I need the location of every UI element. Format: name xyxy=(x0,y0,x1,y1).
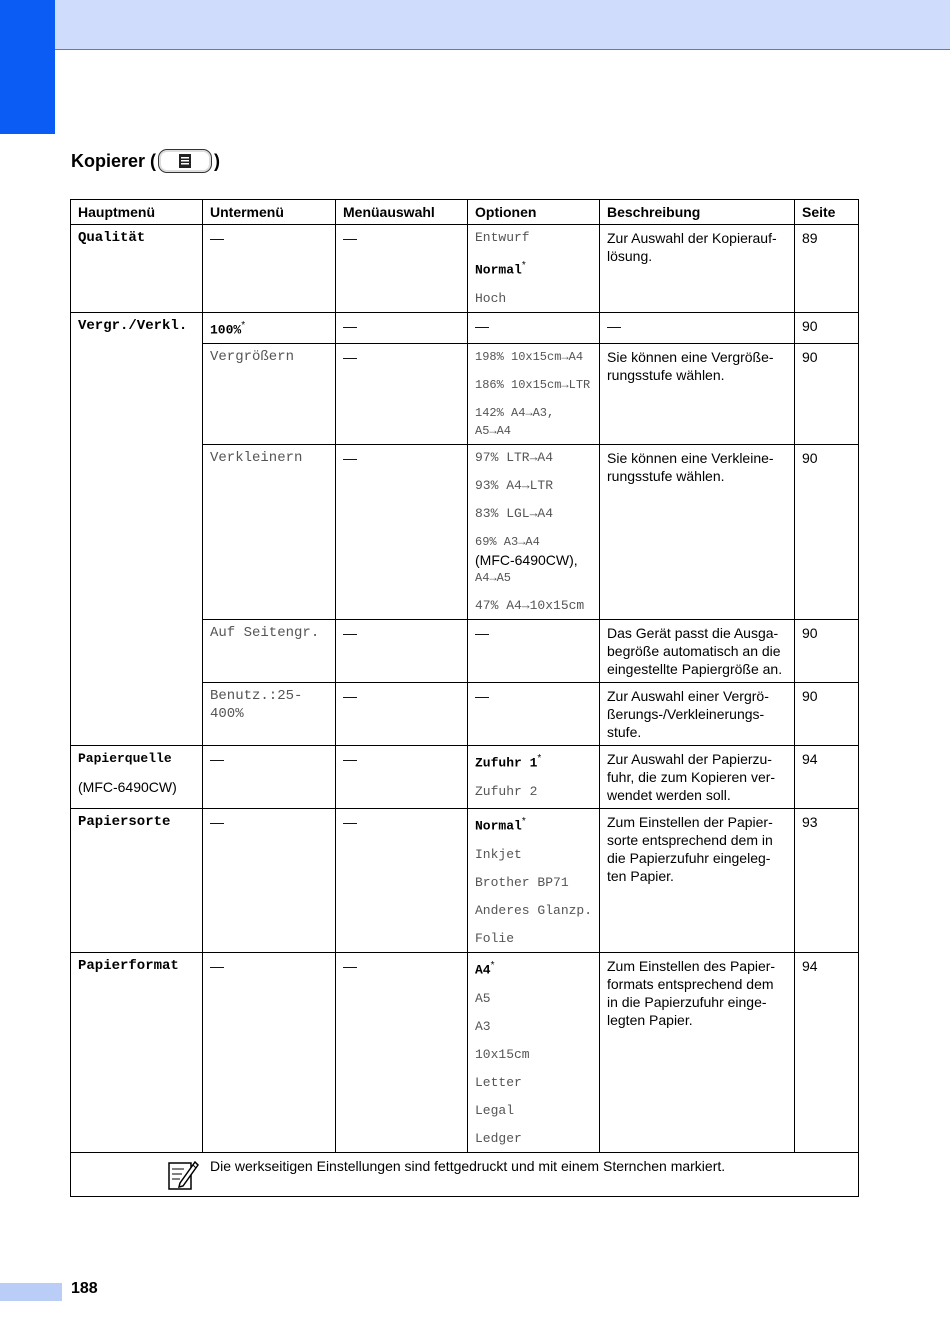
note-text: Die werkseitigen Einstellungen sind fettgedruckt und mit einem Sternchen markiert. xyxy=(210,1157,726,1174)
note-row xyxy=(71,1152,859,1196)
description-cell: Zur Auswahl einer Vergrö-ßerungs-/Verkleinerungs-stufe. xyxy=(600,683,795,746)
page-cell: 94 xyxy=(795,952,859,1152)
main-menu-cell: Qualität xyxy=(71,225,203,313)
table-row xyxy=(71,225,859,313)
description-cell: Zum Einstellen des Papier-formats entsprechend dem in die Papierzufuhr einge-legten Papier. xyxy=(600,952,795,1152)
page-cell: 90 xyxy=(795,683,859,746)
header-menu-selection: Menüauswahl xyxy=(336,200,468,225)
table-row xyxy=(71,312,859,344)
sub-menu-cell: Auf Seitengr. xyxy=(203,620,336,683)
table-row xyxy=(71,952,859,1152)
sub-menu-cell: — xyxy=(203,746,336,809)
menu-selection-cell: — xyxy=(336,809,468,953)
copy-menu-table xyxy=(70,199,859,1197)
sub-menu-cell: 100%* xyxy=(203,312,336,344)
description-cell: — xyxy=(600,312,795,344)
page-cell: 94 xyxy=(795,746,859,809)
header-options: Optionen xyxy=(468,200,600,225)
page-number: 188 xyxy=(71,1280,98,1297)
page-cell: 89 xyxy=(795,225,859,313)
description-cell: Sie können eine Verkleine-rungsstufe wählen. xyxy=(600,445,795,620)
table-header-row xyxy=(71,200,859,225)
header-band xyxy=(0,0,950,50)
chapter-tab xyxy=(0,0,55,134)
main-menu-cell: Vergr./Verkl. xyxy=(71,312,203,746)
menu-selection-cell: — xyxy=(336,225,468,313)
copy-document-icon xyxy=(158,149,212,173)
page-cell: 93 xyxy=(795,809,859,953)
description-cell: Zur Auswahl der Kopierauf-lösung. xyxy=(600,225,795,313)
options-cell: — xyxy=(468,683,600,746)
main-menu-cell: Papierformat xyxy=(71,952,203,1152)
header-main-menu: Hauptmenü xyxy=(71,200,203,225)
options-cell: 97% LTR→A4 93% A4→LTR 83% LGL→A4 69% A3→A4 (MFC-6490CW), A4→A5 47% A4→10x15cm xyxy=(468,445,600,620)
description-cell: Zur Auswahl der Papierzu-fuhr, die zum Kopieren ver-wendet werden soll. xyxy=(600,746,795,809)
options-cell: Normal* Inkjet Brother BP71 Anderes Glanzp. Folie xyxy=(468,809,600,953)
menu-selection-cell: — xyxy=(336,620,468,683)
table-row xyxy=(71,809,859,953)
options-cell: A4* A5 A3 10x15cm Letter Legal Ledger xyxy=(468,952,600,1152)
main-menu-cell: Papierquelle (MFC-6490CW) xyxy=(71,746,203,809)
options-cell: Zufuhr 1* Zufuhr 2 xyxy=(468,746,600,809)
menu-selection-cell: — xyxy=(336,312,468,344)
options-cell: Entwurf Normal* Hoch xyxy=(468,225,600,313)
page-cell: 90 xyxy=(795,620,859,683)
sub-menu-cell: Vergrößern xyxy=(203,344,336,445)
description-cell: Das Gerät passt die Ausga-begröße automatisch an die eingestellte Papiergröße an. xyxy=(600,620,795,683)
description-cell: Sie können eine Vergröße-rungsstufe wählen. xyxy=(600,344,795,445)
page-cell: 90 xyxy=(795,344,859,445)
menu-selection-cell: — xyxy=(336,952,468,1152)
page-cell: 90 xyxy=(795,445,859,620)
sub-menu-cell: — xyxy=(203,225,336,313)
page-number-bar xyxy=(0,1283,62,1301)
section-title: Kopierer ( ) xyxy=(71,149,220,173)
header-sub-menu: Untermenü xyxy=(203,200,336,225)
menu-selection-cell: — xyxy=(336,746,468,809)
options-cell: — xyxy=(468,312,600,344)
options-cell: — xyxy=(468,620,600,683)
table-row xyxy=(71,746,859,809)
menu-selection-cell: — xyxy=(336,445,468,620)
options-cell: 198% 10x15cm→A4 186% 10x15cm→LTR 142% A4→A3, A5→A4 xyxy=(468,344,600,445)
sub-menu-cell: — xyxy=(203,952,336,1152)
page-cell: 90 xyxy=(795,312,859,344)
header-page: Seite xyxy=(795,200,859,225)
sub-menu-cell: Verkleinern xyxy=(203,445,336,620)
header-description: Beschreibung xyxy=(600,200,795,225)
sub-menu-cell: — xyxy=(203,809,336,953)
menu-selection-cell: — xyxy=(336,683,468,746)
sub-menu-cell: Benutz.:25-400% xyxy=(203,683,336,746)
note-pencil-icon xyxy=(166,1157,200,1191)
menu-selection-cell: — xyxy=(336,344,468,445)
main-menu-cell: Papiersorte xyxy=(71,809,203,953)
note-cell xyxy=(71,1152,859,1196)
description-cell: Zum Einstellen der Papier-sorte entsprechend dem in die Papierzufuhr eingeleg-ten Papier. xyxy=(600,809,795,953)
